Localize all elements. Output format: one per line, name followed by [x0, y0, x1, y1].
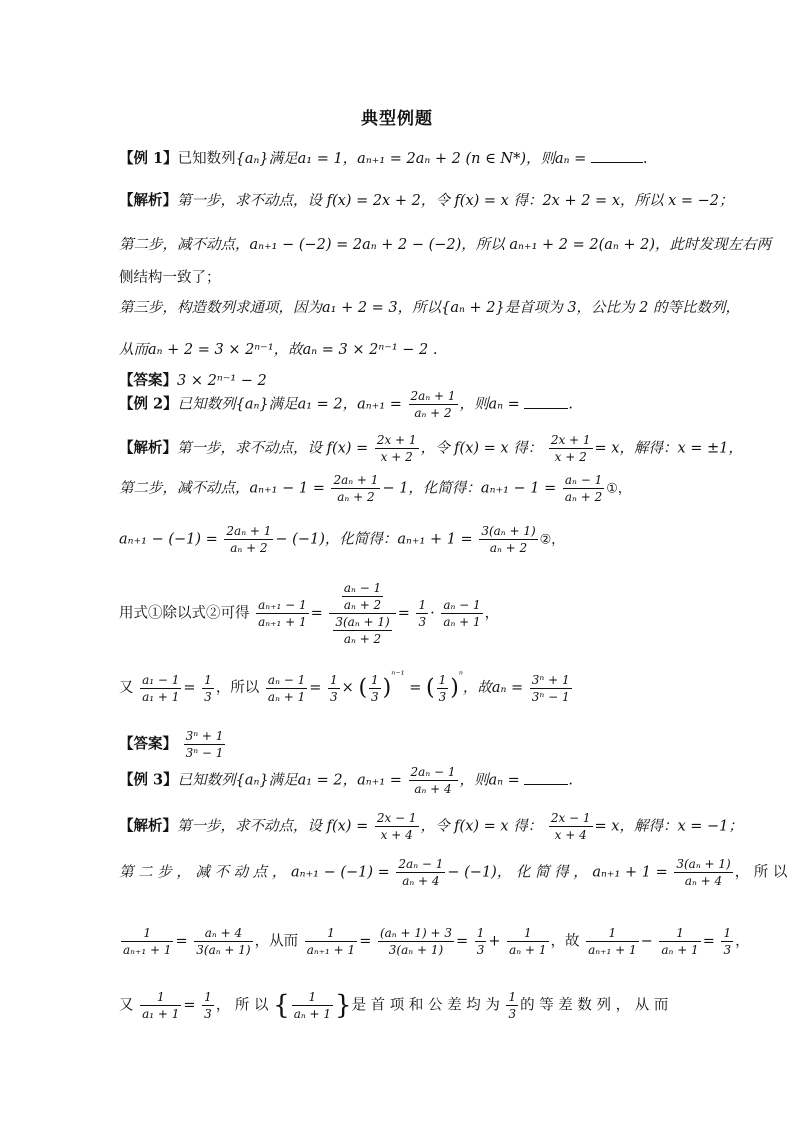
example-1-solution-line4 — [119, 296, 740, 317]
compound-fraction — [329, 580, 395, 647]
fraction: $\frac{1}{3}$ — [438, 672, 447, 704]
brace: } — [335, 990, 352, 1021]
answer-value: 3 × 2ⁿ⁻¹ − 2 — [177, 373, 267, 389]
fraction: $\frac{\text{2aₙ + 1}}{\text{aₙ + 2}}$ — [333, 473, 379, 504]
period: . — [568, 396, 574, 413]
question-text: ，则aₙ = — [459, 396, 520, 413]
fraction: $\frac{\text{aₙ − 1}}{\text{aₙ + 2}}$ — [343, 581, 382, 612]
equals: = — [310, 605, 323, 622]
example-1-answer-blank — [591, 162, 643, 163]
fraction: $\frac{\text{aₙ + 4}}{\text{3(aₙ + 1)}}$ — [196, 926, 251, 957]
paren: ) — [382, 675, 392, 701]
answer-fraction: $\frac{\text{3ⁿ + 1}}{\text{3ⁿ − 1}}$ — [185, 729, 224, 760]
solution-text: 侧结构一致了； — [119, 270, 221, 286]
solution-text: 从而aₙ + 2 = 3 × 2ⁿ⁻¹，故aₙ = 3 × 2ⁿ⁻¹ − 2 . — [119, 342, 438, 358]
fraction: $\frac{1}{3}$ — [723, 926, 732, 957]
equals: = — [183, 680, 196, 696]
fraction: $\frac{\text{2aₙ + 1}}{\text{aₙ + 2}}$ — [410, 389, 456, 420]
fraction: $\frac{\text{aₙ − 1}}{\text{aₙ + 2}}$ — [564, 473, 603, 504]
solution-text: 第二步，减不动点，aₙ₊₁ − 1 = — [119, 480, 325, 497]
fraction: $\frac{\text{a₁ − 1}}{\text{a₁ + 1}}$ — [142, 672, 180, 704]
solution-text: 又 — [119, 680, 134, 696]
equals: = — [409, 680, 422, 696]
example-3-solution-line4 — [119, 989, 668, 1022]
example-1-prefix: 已知数列 — [177, 151, 236, 167]
period: . — [568, 772, 574, 789]
example-2-solution-line4 — [119, 580, 499, 647]
fraction: $\frac{1}{\text{aₙ₊₁ + 1}}$ — [306, 926, 356, 957]
solution-tag: 【解析】 — [119, 817, 177, 835]
example-3-solution-line1 — [119, 810, 743, 843]
example-2-tag: 【例 2】 — [119, 395, 178, 413]
solution-text: 是 首 项 和 公 差 均 为 — [351, 997, 500, 1014]
equals: = — [702, 933, 715, 950]
equation-marker: ②， — [539, 532, 565, 548]
example-3-solution-line3 — [119, 925, 750, 958]
example-3-tag: 【例 3】 — [119, 771, 178, 789]
fraction: $\frac{2x - 1}{x + 4}$ — [376, 811, 417, 842]
solution-text: 第一步，求不动点，设 f(x) = — [177, 440, 369, 457]
solution-text: 第一步，求不动点，设 f(x) = — [177, 818, 369, 835]
equation-marker: ①， — [606, 481, 631, 497]
plus: + — [488, 933, 501, 950]
fraction: $\frac{\text{2aₙ + 1}}{\text{aₙ + 2}}$ — [226, 524, 272, 555]
example-1-seq: {aₙ} — [235, 151, 269, 167]
fraction: $\frac{1}{3}$ — [418, 598, 427, 629]
answer-tag: 【答案】 — [119, 372, 177, 389]
example-1-solution-line1 — [119, 189, 734, 210]
fraction: $\frac{2x + 1}{x + 2}$ — [550, 433, 591, 464]
solution-tag: 【解析】 — [119, 192, 177, 209]
fraction: $\frac{1}{3}$ — [330, 672, 338, 704]
solution-text: − 1，化简得：aₙ₊₁ − 1 = — [382, 480, 557, 497]
solution-text: − (−1)， 化 简 得 ， aₙ₊₁ + 1 = — [447, 864, 668, 881]
comma: ， — [735, 933, 750, 950]
fraction: $\frac{\text{3(aₙ + 1)}}{\text{aₙ + 2}}$ — [335, 615, 390, 646]
answer-tag: 【答案】 — [119, 735, 177, 753]
question-text: 已知数列{aₙ}满足a₁ = 2，aₙ₊₁ = — [177, 772, 402, 789]
fraction: $\frac{1}{\text{aₙ + 1}}$ — [661, 926, 699, 957]
example-3-question — [119, 764, 573, 797]
equals: = — [175, 933, 188, 950]
solution-text: ，令 f(x) = x 得： — [420, 440, 543, 457]
example-2-answer — [119, 728, 227, 761]
question-text: 已知数列{aₙ}满足a₁ = 2，aₙ₊₁ = — [177, 396, 402, 413]
comma: ， — [484, 605, 500, 622]
times: × — [341, 680, 359, 696]
paren: ( — [358, 675, 368, 701]
answer-blank — [524, 784, 568, 785]
fraction: $\frac{1}{\text{a₁ + 1}}$ — [142, 990, 180, 1021]
fraction: $\frac{\text{aₙ − 1}}{\text{aₙ + 1}}$ — [267, 672, 306, 704]
example-2-solution-line2 — [119, 472, 631, 505]
paren: ( — [425, 675, 435, 701]
solution-text: 第二步，减不动点，aₙ₊₁ − (−2) = 2aₙ + 2 − (−2)，所以 aₙ₊₁ + 2 = 2(aₙ + 2)，此时发现左右两 — [119, 237, 772, 253]
fraction: $\frac{1}{3}$ — [204, 990, 212, 1021]
solution-text: = x，解得：x = −1； — [594, 818, 743, 835]
minus: − — [640, 933, 653, 950]
solution-text: 用式①除以式②可得 — [119, 605, 250, 622]
example-1-cond: 满足a₁ = 1，aₙ₊₁ = 2aₙ + 2 (n ∈ N*) — [268, 151, 527, 167]
page-title: 典型例题 — [361, 109, 433, 129]
solution-text: 又 — [119, 997, 139, 1014]
equals: = — [397, 605, 410, 622]
fraction: $\frac{1}{3}$ — [371, 672, 379, 704]
solution-text: 第三步，构造数列求通项，因为a₁ + 2 = 3，所以{aₙ + 2}是首项为 3，公比为 2 的等比数列， — [119, 300, 740, 316]
answer-blank — [524, 408, 568, 409]
period: . — [642, 151, 648, 167]
fraction: $\frac{1}{\text{aₙ₊₁ + 1}}$ — [123, 926, 172, 957]
fraction: $\frac{\text{3(aₙ + 1)}}{\text{aₙ + 4}}$ — [676, 857, 731, 888]
solution-text: ，故aₙ = — [462, 680, 524, 696]
solution-text: 第 二 步 ， 减 不 动 点 ， aₙ₊₁ − (−1) = — [119, 864, 390, 881]
paren: ) — [450, 675, 459, 701]
solution-text: ，令 f(x) = x 得： — [420, 818, 543, 835]
solution-text: 第一步，求不动点，设 f(x) = 2x + 2，令 f(x) = x 得：2x + 2 = x，所以 x = −2； — [177, 193, 734, 209]
brace: { — [273, 990, 290, 1021]
solution-text: ，从而 — [254, 933, 299, 950]
fraction: $\frac{\text{2aₙ − 1}}{\text{aₙ + 4}}$ — [398, 857, 444, 888]
example-1-solution-line3 — [119, 266, 221, 287]
solution-text: ，所以 — [215, 680, 260, 696]
solution-text: = x，解得：x = ±1， — [594, 440, 743, 457]
compound-denominator — [329, 614, 395, 647]
fraction: $\frac{1}{3}$ — [476, 926, 485, 957]
equals: = — [455, 933, 469, 950]
fraction: $\frac{\text{(aₙ + 1) + 3}}{\text{3(aₙ + 1)}}$ — [379, 926, 452, 957]
fraction: $\frac{\text{aₙ₊₁ − 1}}{\text{aₙ₊₁ + 1}}$ — [258, 598, 307, 629]
fraction: $\frac{1}{\text{aₙ + 1}}$ — [293, 990, 332, 1021]
solution-text: − (−1)，化简得：aₙ₊₁ + 1 = — [275, 531, 473, 548]
solution-text: 的 等 差 数 列 ， 从 而 — [520, 997, 669, 1014]
fraction: $\frac{\text{3ⁿ + 1}}{\text{3ⁿ − 1}}$ — [531, 672, 570, 704]
example-3-solution-line2 — [119, 856, 787, 889]
fraction: $\frac{1}{\text{aₙ + 1}}$ — [509, 926, 547, 957]
solution-tag: 【解析】 — [119, 439, 177, 457]
equals: = — [309, 680, 327, 696]
exponent: ⁿ⁻¹ — [391, 670, 405, 681]
fraction: $\frac{1}{3}$ — [508, 990, 517, 1021]
exponent: ⁿ — [458, 670, 463, 681]
dot: · — [430, 605, 435, 622]
fraction: $\frac{2x + 1}{x + 2}$ — [376, 433, 417, 464]
fraction: $\frac{\text{2aₙ − 1}}{\text{aₙ + 4}}$ — [410, 765, 456, 796]
example-1-ask: ，则aₙ = — [526, 151, 587, 167]
solution-text: ， 所 以 — [734, 864, 788, 881]
fraction: $\frac{2x - 1}{x + 4}$ — [550, 811, 591, 842]
example-2-question — [119, 388, 573, 421]
example-1-question — [119, 147, 648, 168]
example-2-solution-line1 — [119, 432, 743, 465]
example-1-solution-line2 — [119, 233, 771, 254]
equals: = — [359, 933, 372, 950]
example-1-tag: 【例 1】 — [119, 150, 178, 167]
fraction: $\frac{\text{aₙ − 1}}{\text{aₙ + 1}}$ — [443, 598, 481, 629]
example-1-answer — [119, 369, 267, 390]
compound-numerator — [329, 580, 395, 614]
fraction: $\frac{\text{3(aₙ + 1)}}{\text{aₙ + 2}}$ — [481, 524, 536, 555]
solution-text: aₙ₊₁ − (−1) = — [119, 531, 218, 548]
example-2-solution-line5 — [119, 670, 574, 705]
example-2-solution-line3 — [119, 523, 564, 556]
example-1-solution-line5 — [119, 338, 438, 359]
question-text: ，则aₙ = — [459, 772, 520, 789]
solution-text: ， 所 以 — [215, 997, 269, 1014]
equals: = — [183, 997, 196, 1014]
fraction: $\frac{1}{\text{aₙ₊₁ + 1}}$ — [588, 926, 637, 957]
solution-text: ，故 — [550, 933, 580, 950]
fraction: $\frac{1}{3}$ — [204, 672, 212, 704]
